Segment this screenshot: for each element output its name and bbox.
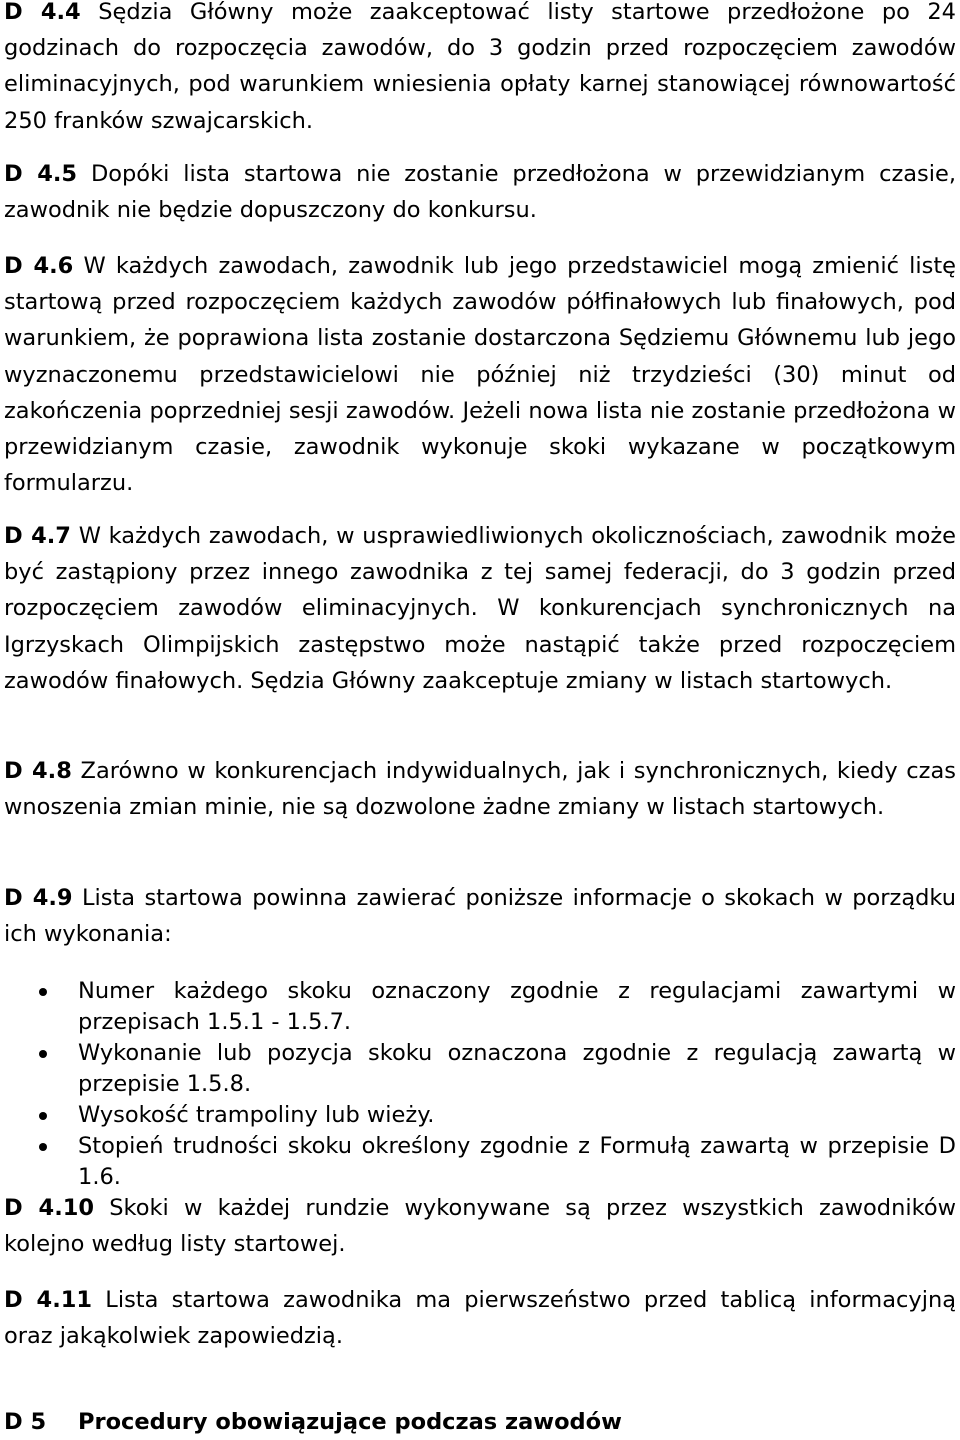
paragraph-d-4-5	[4, 156, 956, 228]
rule-text: Skoki w każdej rundzie wykonywane są przez wszystkich zawodników kolejno według listy startowej.	[4, 1195, 956, 1258]
rule-text: Zarówno w konkurencjach indywidualnych, jak i synchronicznych, kiedy czas wnoszenia zmian minie, nie są dozwolone żadne zmiany w listach startowych.	[4, 758, 956, 821]
bullet-icon	[39, 1050, 47, 1058]
rule-code: D 4.8	[4, 758, 72, 784]
paragraph-d-4-8	[4, 753, 956, 825]
list-item	[4, 1100, 956, 1131]
rule-code: D 4.4	[4, 0, 81, 25]
bullet-icon	[39, 988, 47, 996]
rule-text: W każdych zawodach, w usprawiedliwionych okolicznościach, zawodnik może być zastąpiony przez innego zawodnika z tej samej federacji, do 3 godzin przed rozpoczęciem zawodów eliminacyjnych. W konkurencjach synchronicznych na Igrzyskach Olimpijskich zastępstwo może nastąpić także przed rozpoczęciem zawodów finałowych. Sędzia Główny zaakceptuje zmiany w listach startowych.	[4, 523, 956, 694]
list-item	[4, 1131, 956, 1193]
list-item-text: Wykonanie lub pozycja skoku oznaczona zgodnie z regulacją zawartą w przepisie 1.5.8.	[78, 1040, 956, 1097]
rule-code: D 4.10	[4, 1195, 95, 1221]
rule-text: Sędzia Główny może zaakceptować listy startowe przedłożone po 24 godzinach do rozpoczęcia zawodów, do 3 godzin przed rozpoczęciem zawodów eliminacyjnych, pod warunkiem wniesienia opłaty karnej stanowiącej równowartość 250 franków szwajcarskich.	[4, 0, 956, 134]
bullet-icon	[39, 1143, 47, 1151]
list-item	[4, 1038, 956, 1100]
rule-code: D 4.9	[4, 885, 73, 911]
rule-code: D 4.5	[4, 161, 78, 187]
section-title: Procedury obowiązujące podczas zawodów	[78, 1409, 622, 1435]
rule-code: D 4.7	[4, 523, 71, 549]
rule-text: Dopóki lista startowa nie zostanie przedłożona w przewidzianym czasie, zawodnik nie będzie dopuszczony do konkursu.	[4, 161, 957, 224]
rule-text: W każdych zawodach, zawodnik lub jego przedstawiciel mogą zmienić listę startową przed rozpoczęciem każdych zawodów półfinałowych lub finałowych, pod warunkiem, że poprawiona lista zostanie dostarczona Sędziemu Głównemu lub jego wyznaczonemu przedstawicielowi nie później niż trzydzieści (30) minut od zakończenia poprzedniej sesji zawodów. Jeżeli nowa lista nie zostanie przedłożona w przewidzianym czasie, zawodnik wykonuje skoki wykazane w początkowym formularzu.	[4, 253, 956, 497]
paragraph-d-4-6	[4, 248, 956, 501]
requirements-list	[4, 976, 956, 1193]
paragraph-d-4-10	[4, 1190, 956, 1262]
list-item-text: Numer każdego skoku oznaczony zgodnie z regulacjami zawartymi w przepisach 1.5.1 - 1.5.7.	[78, 978, 956, 1035]
list-item-text: Wysokość trampoliny lub wieży.	[78, 1102, 435, 1128]
rule-text: Lista startowa zawodnika ma pierwszeństwo przed tablicą informacyjną oraz jakąkolwiek zapowiedzią.	[4, 1287, 956, 1350]
paragraph-d-4-7	[4, 518, 956, 699]
paragraph-d-4-11	[4, 1282, 956, 1354]
rule-text: Lista startowa powinna zawierać poniższe informacje o skokach w porządku ich wykonania:	[4, 885, 956, 948]
bullet-icon	[39, 1112, 47, 1120]
list-item	[4, 976, 956, 1038]
rule-code: D 4.6	[4, 253, 74, 279]
section-heading	[4, 1404, 622, 1440]
rule-code: D 4.11	[4, 1287, 93, 1313]
paragraph-d-4-9	[4, 880, 956, 952]
section-number: D 5	[4, 1409, 47, 1435]
list-item-text: Stopień trudności skoku określony zgodnie z Formułą zawartą w przepisie D 1.6.	[78, 1133, 956, 1190]
paragraph-d-4-4	[4, 0, 956, 139]
